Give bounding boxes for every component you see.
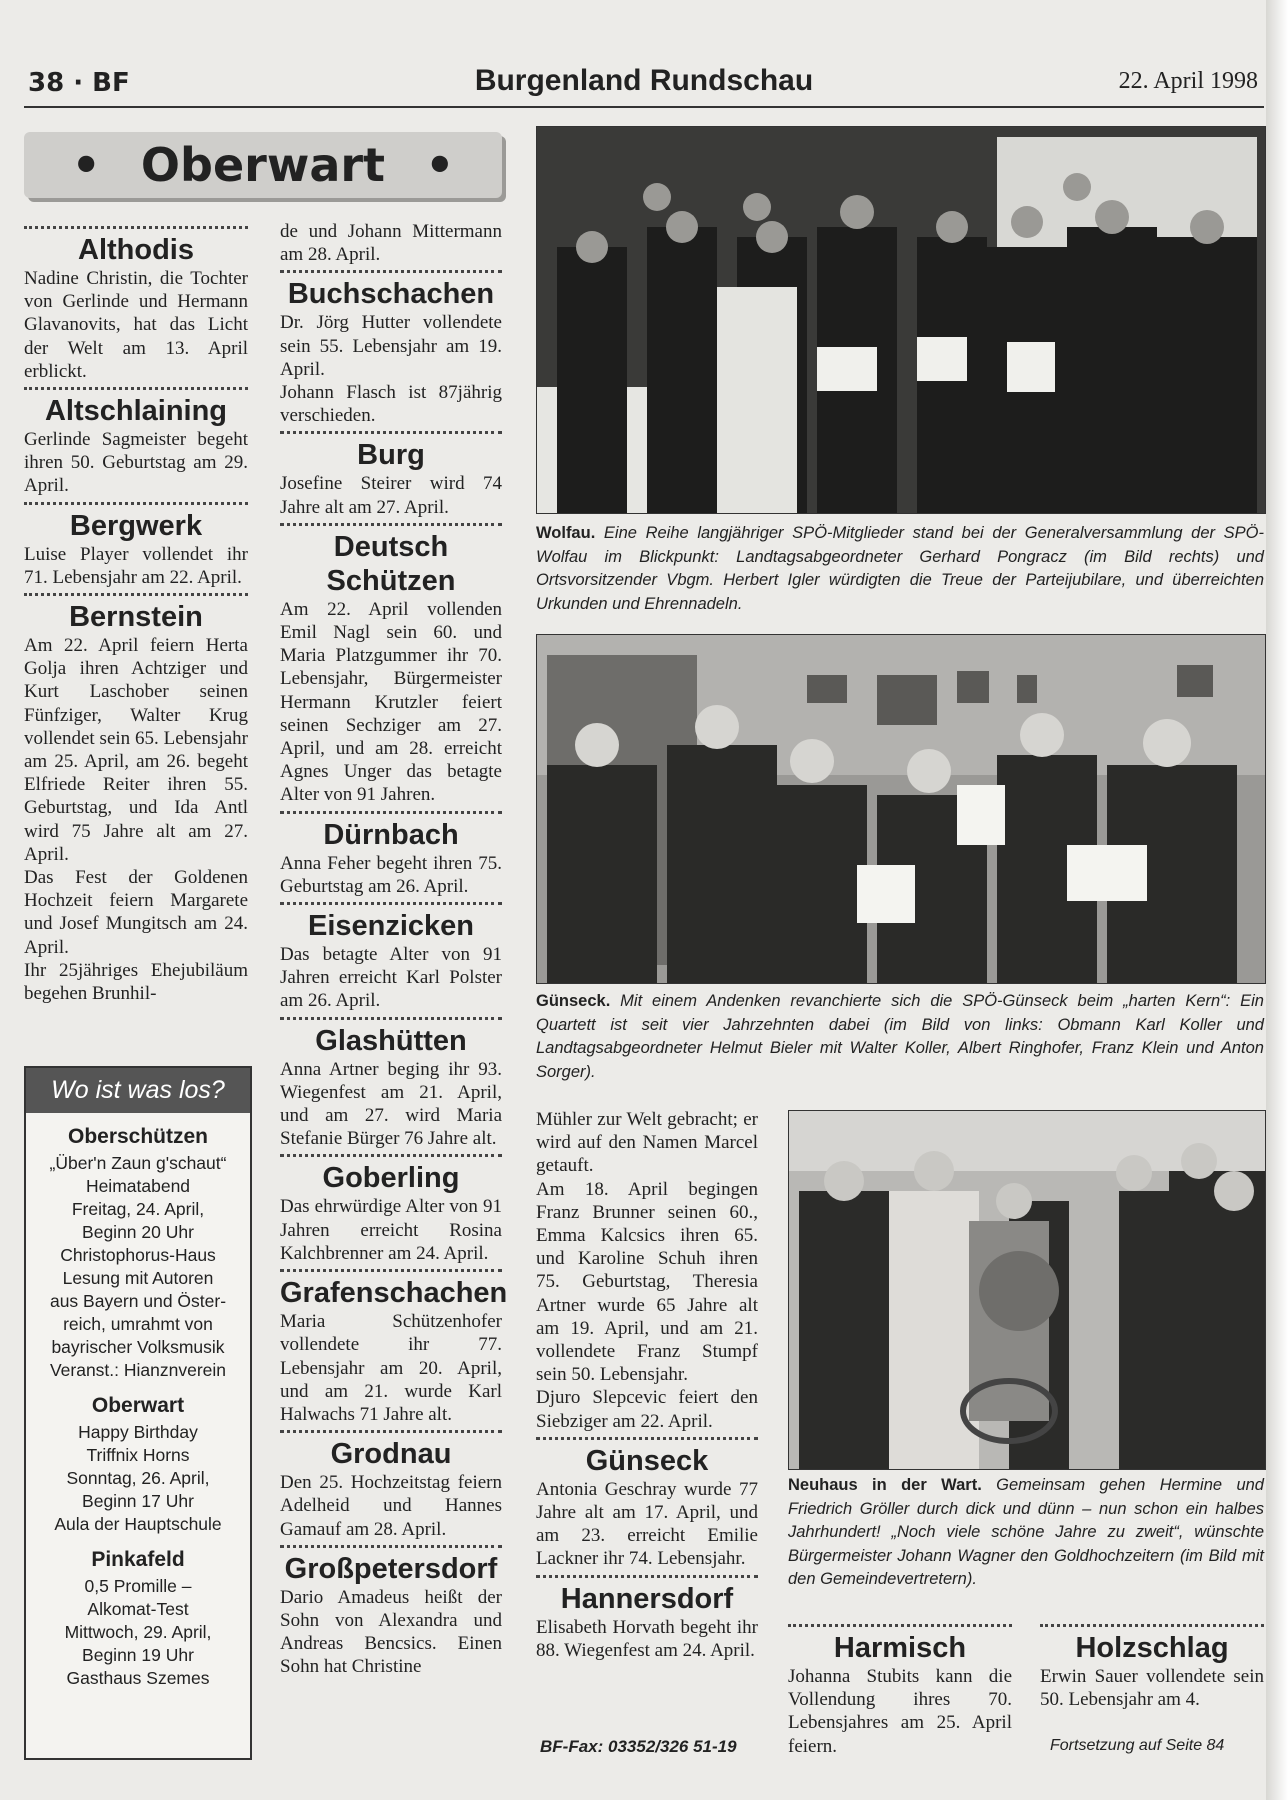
announcement-text: Mühler zur Welt gebracht; er wird auf den Namen Marcel getauft. [536, 1109, 758, 1177]
announcement-text: Anna Feher begeht ihren 75. Geburtstag am 26. April. [280, 852, 502, 897]
caption-text: Mit einem Andenken revanchierte sich die SPÖ-Günseck beim „harten Kern“: Ein Quartett ist seit vier Jahrzehnten dabei (im Bild von links: Obmann Karl Koller und Landtagsabgeordneter Helmut Bieler mit Walter Koller, Albert Ringhofer, Franz Klein und Anton Sorger). [536, 992, 1264, 1081]
divider [1040, 1624, 1264, 1627]
announcement-text: Antonia Geschray wurde 77 Jahre alt am 17. April, und am 23. erreicht Emilie Lackner ihr 74. Lebensjahr. [536, 1478, 758, 1570]
event-line: Triffnix Horns [86, 1445, 190, 1465]
announcement-text: Dario Amadeus heißt der Sohn von Alexandra und Andreas Bencsics. Einen Sohn hat Christine [280, 1586, 502, 1678]
town-heading: Bergwerk [69, 509, 203, 542]
town-heading: Deutsch Schützen [326, 530, 456, 597]
town-heading: Eisenzicken [307, 910, 475, 943]
event-line: Beginn 20 Uhr [82, 1222, 194, 1242]
event-item [26, 1125, 250, 1382]
bullet-right: • [425, 138, 455, 192]
event-line: reich, umrahmt von [63, 1314, 213, 1334]
continued-note: Fortsetzung auf Seite 84 [1050, 1737, 1225, 1754]
event-line: bayrischer Volksmusik [51, 1337, 225, 1357]
announcement-text: Elisabeth Horvath begeht ihr 88. Wiegenfest am 24. April. [536, 1616, 758, 1661]
events-title: Wo ist was los? [26, 1068, 250, 1113]
section-banner [24, 132, 502, 198]
town-heading: Glashütten [315, 1024, 467, 1057]
town-heading: Althodis [78, 234, 194, 266]
column-2 [280, 220, 508, 1679]
event-line: Beginn 17 Uhr [82, 1491, 194, 1511]
column-1 [24, 222, 248, 1005]
divider [24, 593, 248, 596]
column-3 [536, 1108, 758, 1662]
event-item [26, 1548, 250, 1690]
event-place: Oberwart [91, 1394, 185, 1417]
caption-wolfau [536, 522, 1264, 616]
event-line: 0,5 Promille – [84, 1576, 192, 1596]
page-edge [1266, 0, 1288, 1800]
event-line: Mittwoch, 29. April, [64, 1622, 212, 1642]
announcement-text: de und Johann Mittermann am 28. April. [280, 221, 502, 266]
announcement-text: Johanna Stubits kann die Vollendung ihres 70. Lebensjahres am 25. April feiern. [788, 1666, 1012, 1757]
announcement-text: Maria Schützenhofer vollendete ihr 77. Lebensjahr am 20. April, und am 21. wurde Karl Halwachs 71 Jahre alt. [280, 1311, 502, 1425]
town-heading: Günseck [585, 1444, 709, 1477]
announcement-text: Ihr 25jähriges Ehejubiläum begehen Brunhil- [24, 959, 248, 1005]
photo-guenseck [536, 634, 1266, 984]
announcement-text: Anna Artner beging ihr 93. Wiegenfest am 21. April, und am 27. wird Maria Stefanie Bürger 76 Jahre alt. [280, 1058, 502, 1150]
divider [280, 1017, 502, 1020]
event-line: Gasthaus Szemes [66, 1668, 210, 1688]
divider [536, 1575, 758, 1578]
announcement-text: Josefine Steirer wird 74 Jahre alt am 27. April. [280, 473, 502, 518]
divider [280, 270, 502, 273]
town-heading: Goberling [322, 1162, 460, 1195]
divider [280, 811, 502, 814]
event-line: Alkomat-Test [87, 1599, 189, 1619]
event-item [26, 1394, 250, 1536]
photo-guenseck-image [537, 635, 1265, 983]
caption-place: Wolfau. [536, 524, 596, 542]
event-line: Happy Birthday [78, 1422, 198, 1442]
announcement-text: Den 25. Hochzeitstag feiern Adelheid und Hannes Gamauf am 28. April. [280, 1472, 502, 1540]
divider [24, 502, 248, 505]
column-5 [1040, 1620, 1264, 1711]
announcement-text: Das Fest der Goldenen Hochzeit feiern Margarete und Josef Mungitsch am 24. April. [24, 867, 248, 958]
town-heading: Bernstein [69, 601, 203, 634]
town-heading: Grafenschachen [280, 1277, 508, 1310]
section-title: Oberwart [140, 138, 386, 192]
event-line: Beginn 19 Uhr [82, 1645, 194, 1665]
event-line: Aula der Hauptschule [54, 1514, 222, 1534]
town-heading: Grodnau [330, 1438, 452, 1471]
bullet-left: • [71, 138, 101, 192]
photo-wolfau [536, 126, 1266, 514]
event-place: Pinkafeld [91, 1548, 185, 1571]
caption-place: Neuhaus in der Wart. [788, 1476, 982, 1494]
divider [280, 523, 502, 526]
issue-date: 22. April 1998 [1118, 68, 1258, 94]
divider [24, 226, 248, 229]
town-heading: Großpetersdorf [284, 1552, 498, 1585]
announcement-text: Das ehrwürdige Alter von 91 Jahren erreicht Rosina Kalchbrenner am 24. April. [280, 1196, 502, 1264]
newspaper-title: Burgenland Rundschau [474, 64, 814, 97]
event-line: Sonntag, 26. April, [66, 1468, 210, 1488]
announcement-text: Luise Player vollendet ihr 71. Lebensjahr am 22. April. [24, 543, 248, 588]
divider [280, 1545, 502, 1548]
divider [280, 902, 502, 905]
photo-neuhaus [788, 1110, 1266, 1470]
announcement-text: Gerlinde Sagmeister begeht ihren 50. Geburtstag am 29. April. [24, 429, 248, 497]
bf-fax-number: BF-Fax: 03352/326 51-19 [540, 1737, 737, 1756]
announcement-text: Johann Flasch ist 87jährig verschieden. [280, 382, 502, 427]
caption-neuhaus [788, 1474, 1264, 1592]
divider [788, 1624, 1012, 1627]
caption-text: Gemeinsam gehen Hermine und Friedrich Gröller durch dick und dünn – nun schon ein halbes Jahrhundert! „Noch viele schöne Jahre zu zweit“, wünschte Bürgermeister Johann Wagner den Goldhochzeitern (im Bild mit den Gemeindevertretern). [788, 1476, 1264, 1588]
event-line: Christophorus-Haus [60, 1245, 216, 1265]
photo-neuhaus-image [789, 1111, 1265, 1469]
page-number: 38 · BF [28, 68, 130, 98]
divider [24, 387, 248, 390]
photo-wolfau-image [537, 127, 1265, 513]
divider [280, 431, 502, 434]
announcement-text: Am 18. April begingen Franz Brunner seinen 60., Emma Kalcsics ihren 65. und Karoline Schuh ihren 75. Geburtstag, Theresia Artner wurde 65 Jahre alt am 19. April, und am 21. vollendete Franz Stumpf sein 50. Lebensjahr. [536, 1178, 758, 1386]
town-heading: Hannersdorf [560, 1582, 734, 1615]
announcement-text: Djuro Slepcevic feiert den Siebziger am 22. April. [536, 1387, 758, 1432]
town-heading: Altschlaining [44, 395, 228, 428]
event-line: Veranst.: Hianznverein [49, 1360, 227, 1380]
event-line: Heimatabend [85, 1176, 191, 1196]
divider [280, 1154, 502, 1157]
events-box [24, 1066, 252, 1760]
town-heading: Dürnbach [323, 818, 459, 851]
caption-place: Günseck. [536, 992, 611, 1010]
announcement-text: Nadine Christin, die Tochter von Gerlinde und Hermann Glavanovits, hat das Licht der Welt am 13. April erblickt. [24, 268, 248, 382]
divider [280, 1269, 502, 1272]
announcement-text: Dr. Jörg Hutter vollendete sein 55. Lebensjahr am 19. April. [280, 312, 502, 380]
caption-guenseck [536, 990, 1264, 1084]
column-4 [788, 1620, 1012, 1758]
town-heading: Buchschachen [287, 278, 495, 311]
event-place: Oberschützen [67, 1125, 209, 1148]
page-header [24, 60, 1264, 108]
announcement-text: Am 22. April vollenden Emil Nagl sein 60. und Maria Platzgummer ihr 70. Lebensjahr, Bürgermeister Hermann Krutzler feiert seinen Sechziger am 27. April, und am 28. erreicht Agnes Unger das betagte Alter von 91 Jahren. [280, 598, 502, 806]
town-heading: Burg [357, 439, 425, 472]
announcement-text: Am 22. April feiern Herta Golja ihren Achtziger und Kurt Laschober seinen Fünfziger, Walter Krug vollendet sein 65. Lebensjahr am 25. April, am 26. begeht Elfriede Reiter ihren 55. Geburtstag, und Ida Antl wird 75 Jahre alt am 27. April. [24, 635, 248, 865]
event-line: „Über'n Zaun g'schaut“ [49, 1153, 227, 1173]
divider [280, 1430, 502, 1433]
event-line: Lesung mit Autoren [62, 1268, 214, 1288]
caption-text: Eine Reihe langjähriger SPÖ-Mitglieder stand bei der Generalversammlung der SPÖ-Wolfau im Blickpunkt: Landtagsabgeordneter Gerhard Pongracz (im Bild rechts) und Ortsvorsitzender Vbgm. Herbert Igler würdigten die Treue der Parteijubilare, und überreichten Urkunden und Ehrennadeln. [536, 524, 1264, 613]
town-heading: Harmisch [833, 1632, 967, 1664]
announcement-text: Erwin Sauer vollendete sein 50. Lebensjahr am 4. [1040, 1666, 1264, 1711]
divider [536, 1437, 758, 1440]
town-heading: Holzschlag [1075, 1632, 1229, 1664]
event-line: Freitag, 24. April, [71, 1199, 205, 1219]
announcement-text: Das betagte Alter von 91 Jahren erreicht Karl Polster am 26. April. [280, 944, 502, 1012]
event-line: aus Bayern und Öster- [49, 1291, 227, 1311]
